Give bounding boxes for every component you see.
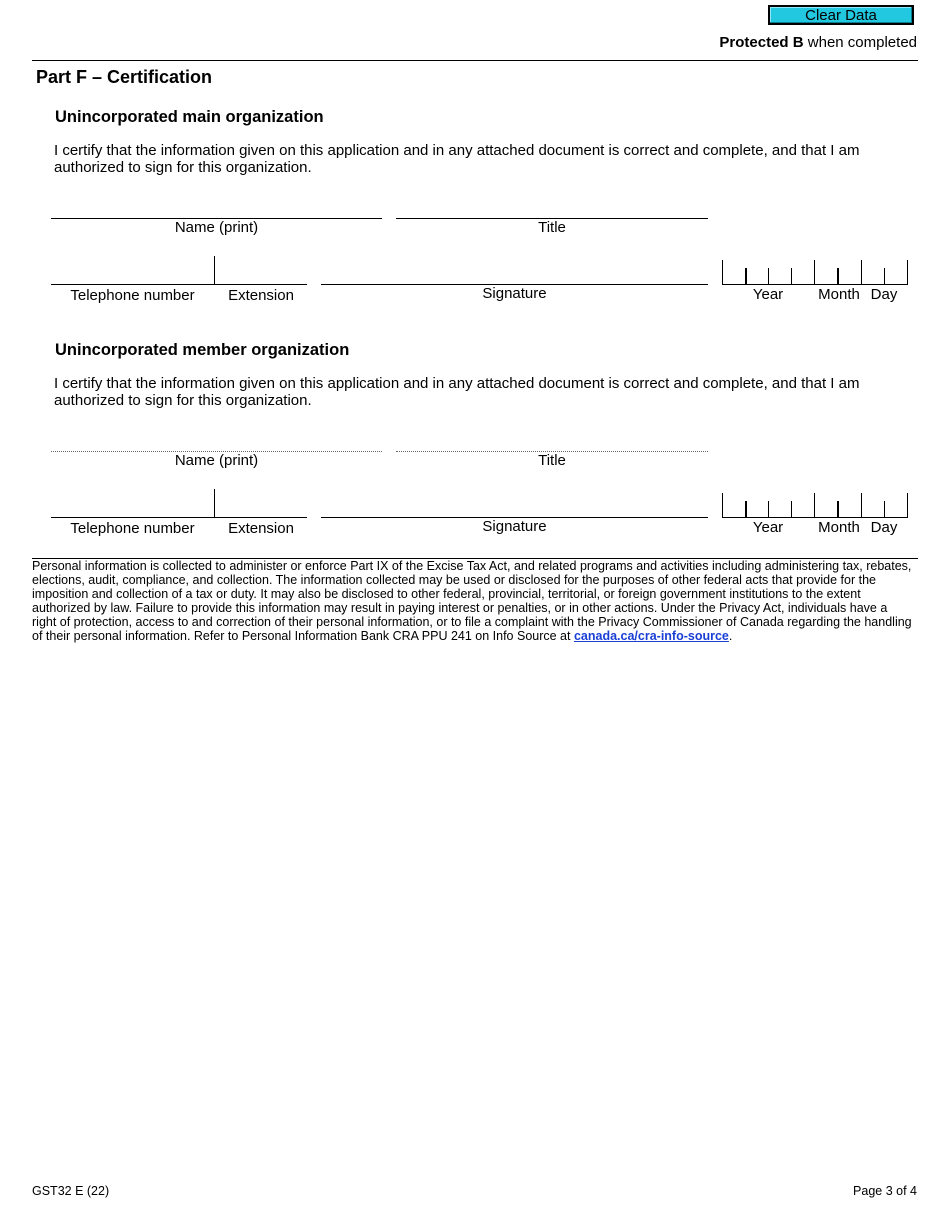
signature-label: Signature bbox=[482, 518, 547, 535]
date-tick bbox=[791, 501, 792, 517]
date-tick bbox=[768, 501, 769, 517]
telephone-extension-divider bbox=[214, 489, 215, 517]
telephone-label: Telephone number bbox=[70, 287, 195, 304]
extension-label: Extension bbox=[228, 287, 294, 304]
certification-text-main-org: I certify that the information given on this application and in any attached document is correct and complete, and that I am authorized to sign for this organization. bbox=[54, 142, 860, 176]
title-field[interactable] bbox=[396, 425, 708, 451]
date-year-label: Year bbox=[752, 286, 784, 303]
date-line bbox=[722, 284, 908, 285]
extension-field[interactable] bbox=[215, 256, 307, 284]
date-tick bbox=[837, 268, 839, 284]
signature-field[interactable] bbox=[321, 489, 708, 517]
date-tick bbox=[768, 268, 769, 284]
signature-field[interactable] bbox=[321, 256, 708, 284]
date-month-label: Month bbox=[818, 519, 860, 536]
title-label: Title bbox=[538, 452, 566, 469]
date-tick bbox=[884, 268, 885, 284]
extension-field[interactable] bbox=[215, 489, 307, 517]
certification-text-member-org: I certify that the information given on this application and in any attached document is correct and complete, and that I am authorized to sign for this organization. bbox=[54, 375, 860, 409]
name-print-label: Name (print) bbox=[174, 219, 259, 236]
clear-data-button[interactable]: Clear Data bbox=[768, 5, 914, 25]
date-tick bbox=[907, 260, 908, 284]
date-tick bbox=[745, 268, 747, 284]
name-print-field[interactable] bbox=[51, 425, 382, 451]
date-tick bbox=[814, 260, 815, 284]
privacy-end: . bbox=[728, 629, 733, 643]
date-year-label: Year bbox=[752, 519, 784, 536]
date-tick bbox=[861, 493, 862, 517]
date-tick bbox=[745, 501, 747, 517]
title-field[interactable] bbox=[396, 192, 708, 218]
info-source-link[interactable]: canada.ca/cra-info-source bbox=[573, 629, 729, 643]
protected-b-notice bbox=[719, 34, 917, 51]
date-tick bbox=[722, 493, 723, 517]
part-title: Part F – Certification bbox=[36, 67, 213, 87]
name-print-label: Name (print) bbox=[174, 452, 259, 469]
date-day-label: Day bbox=[870, 519, 898, 536]
date-tick bbox=[814, 493, 815, 517]
date-tick bbox=[884, 501, 885, 517]
telephone-label: Telephone number bbox=[70, 520, 195, 537]
telephone-line bbox=[51, 517, 307, 518]
section-title-main-org: Unincorporated main organization bbox=[55, 108, 324, 126]
telephone-field[interactable] bbox=[51, 256, 214, 284]
name-print-field[interactable] bbox=[51, 192, 382, 218]
form-identifier: GST32 E (22) bbox=[32, 1184, 110, 1198]
extension-label: Extension bbox=[228, 520, 294, 537]
date-month-label: Month bbox=[818, 286, 860, 303]
signature-label: Signature bbox=[482, 285, 547, 302]
date-line bbox=[722, 517, 908, 518]
telephone-field[interactable] bbox=[51, 489, 214, 517]
date-tick bbox=[837, 501, 839, 517]
date-tick bbox=[861, 260, 862, 284]
telephone-line bbox=[51, 284, 307, 285]
date-tick bbox=[722, 260, 723, 284]
privacy-text: Personal information is collected to administer or enforce Part IX of the Excise Tax Act, and related programs and activities including administering tax, rebates, elections, audit, compliance, and collection. The information collected may be used or disclosed for the purposes of other federal acts that provide for the imposition and collection of a tax or duty. It may also be disclosed to other federal, provincial, territorial, or foreign government institutions to the extent authorized by law. Failure to provide this information may result in paying interest or penalties, or in other actions. Under the Privacy Act, individuals have a right of protection, access to and correction of their personal information, or to file a complaint with the Privacy Commissioner of Canada regarding the handling of their personal information. Refer to Personal Information Bank CRA PPU 241 on Info Source at bbox=[32, 559, 912, 643]
date-tick bbox=[791, 268, 792, 284]
date-tick bbox=[907, 493, 908, 517]
date-day-label: Day bbox=[870, 286, 898, 303]
date-day-field[interactable] bbox=[862, 260, 908, 284]
date-day-field[interactable] bbox=[862, 493, 908, 517]
protected-b-suffix: when completed bbox=[807, 34, 917, 51]
section-title-member-org: Unincorporated member organization bbox=[55, 341, 350, 359]
page-number: Page 3 of 4 bbox=[853, 1184, 917, 1198]
title-label: Title bbox=[538, 219, 566, 236]
protected-b-label: Protected B bbox=[719, 34, 804, 51]
privacy-notice bbox=[32, 559, 912, 643]
telephone-extension-divider bbox=[214, 256, 215, 284]
header-rule bbox=[32, 60, 918, 61]
